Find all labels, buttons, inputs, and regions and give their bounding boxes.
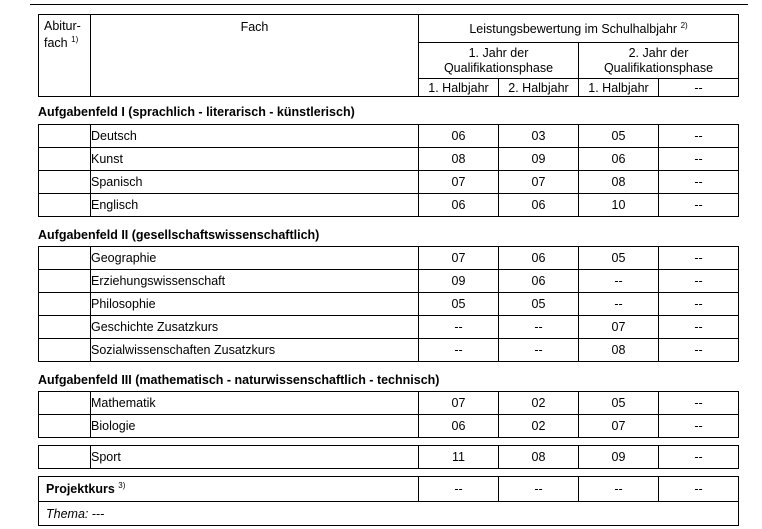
grade-cell: -- — [579, 270, 659, 293]
grade-cell: 06 — [499, 247, 579, 270]
grade-cell: 07 — [579, 415, 659, 438]
grade-cell: 05 — [419, 293, 499, 316]
grade-cell: 02 — [499, 415, 579, 438]
projektkurs-label: Projektkurs $^{3)}$ — [39, 477, 419, 502]
section-title: Aufgabenfeld I (sprachlich - literarisch - künstlerisch) — [38, 105, 355, 119]
grades-table-section-3 — [38, 391, 739, 438]
subject-name: Sozialwissenschaften Zusatzkurs — [91, 339, 419, 362]
grade-cell: 02 — [499, 392, 579, 415]
grade-cell: 11 — [419, 446, 499, 469]
subject-name: Philosophie — [91, 293, 419, 316]
grade-cell: 05 — [499, 293, 579, 316]
header-leistungsbewertung: Leistungsbewertung im Schulhalbjahr $^{2)}$ — [419, 15, 739, 43]
grade-cell: -- — [659, 125, 739, 148]
grade-cell: -- — [659, 293, 739, 316]
table-row — [39, 502, 739, 526]
section-title: Aufgabenfeld III (mathematisch - naturwissenschaftlich - technisch) — [38, 373, 440, 387]
grade-cell: 05 — [579, 247, 659, 270]
abitur-cell — [39, 293, 91, 316]
grade-cell: 07 — [419, 392, 499, 415]
grade-cell: -- — [659, 339, 739, 362]
subject-name: Geographie — [91, 247, 419, 270]
subject-name: Biologie — [91, 415, 419, 438]
header-abiturfach: Abitur- fach $^{1)}$ — [39, 15, 91, 97]
subject-name: Erziehungswissenschaft — [91, 270, 419, 293]
grade-cell: 07 — [419, 247, 499, 270]
grade-cell: 06 — [499, 270, 579, 293]
grade-cell: 05 — [579, 392, 659, 415]
grade-cell: 07 — [419, 171, 499, 194]
subject-name: Mathematik — [91, 392, 419, 415]
grade-cell: 03 — [499, 125, 579, 148]
header-fach: Fach — [91, 15, 419, 97]
table-row — [39, 477, 739, 502]
thema-value: --- — [88, 506, 105, 521]
abitur-cell — [39, 125, 91, 148]
table-row — [39, 194, 739, 217]
projektkurs-thema — [39, 502, 739, 526]
header-jahr2: 2. Jahr der Qualifikationsphase — [579, 43, 739, 79]
subject-name: Geschichte Zusatzkurs — [91, 316, 419, 339]
grades-table-section-1 — [38, 124, 739, 217]
subject-name: Spanisch — [91, 171, 419, 194]
table-row — [39, 293, 739, 316]
abitur-cell — [39, 194, 91, 217]
grade-cell: -- — [499, 339, 579, 362]
grade-cell: -- — [659, 415, 739, 438]
abitur-cell — [39, 270, 91, 293]
abitur-cell — [39, 339, 91, 362]
grade-cell: 05 — [579, 125, 659, 148]
table-row — [39, 415, 739, 438]
section-title: Aufgabenfeld II (gesellschaftswissenschaftlich) — [38, 228, 320, 242]
grade-cell: -- — [579, 477, 659, 502]
grade-cell: 06 — [579, 148, 659, 171]
grade-cell: 06 — [419, 415, 499, 438]
abitur-cell — [39, 415, 91, 438]
subject-name: Deutsch — [91, 125, 419, 148]
grade-cell: 08 — [499, 446, 579, 469]
abitur-cell — [39, 247, 91, 270]
abitur-cell — [39, 316, 91, 339]
table-row — [39, 270, 739, 293]
grades-table-section-2 — [38, 246, 739, 362]
abitur-cell — [39, 148, 91, 171]
grade-cell: -- — [419, 339, 499, 362]
grade-cell: -- — [659, 446, 739, 469]
grade-cell: -- — [659, 477, 739, 502]
table-row — [39, 392, 739, 415]
projektkurs-table — [38, 476, 739, 526]
abitur-cell — [39, 392, 91, 415]
grade-cell: -- — [499, 477, 579, 502]
grade-cell: 08 — [579, 171, 659, 194]
subject-name: Kunst — [91, 148, 419, 171]
table-row — [39, 339, 739, 362]
header-halbjahr: 1. Halbjahr — [419, 79, 499, 97]
header-halbjahr: 2. Halbjahr — [499, 79, 579, 97]
header-jahr1: 1. Jahr der Qualifikationsphase — [419, 43, 579, 79]
grade-cell: -- — [659, 148, 739, 171]
grade-cell: 07 — [499, 171, 579, 194]
grade-cell: -- — [579, 293, 659, 316]
grade-cell: -- — [659, 270, 739, 293]
grade-cell: 06 — [419, 194, 499, 217]
table-row — [39, 125, 739, 148]
subject-name: Sport — [91, 446, 419, 469]
header-halbjahr: 1. Halbjahr — [579, 79, 659, 97]
grade-cell: -- — [659, 171, 739, 194]
header-halbjahr: -- — [659, 79, 739, 97]
abitur-cell — [39, 446, 91, 469]
grade-cell: -- — [419, 316, 499, 339]
grade-cell: 08 — [419, 148, 499, 171]
table-row — [39, 171, 739, 194]
grade-cell: 09 — [419, 270, 499, 293]
grade-cell: -- — [659, 194, 739, 217]
grade-cell: 08 — [579, 339, 659, 362]
grade-cell: -- — [659, 392, 739, 415]
thema-label: Thema: — [46, 506, 89, 521]
abitur-cell — [39, 171, 91, 194]
subject-name: Englisch — [91, 194, 419, 217]
grade-cell: 06 — [419, 125, 499, 148]
top-rule — [30, 4, 748, 5]
header-table — [38, 14, 739, 97]
table-row — [39, 247, 739, 270]
table-row — [39, 316, 739, 339]
grade-cell: -- — [659, 316, 739, 339]
grade-cell: 06 — [499, 194, 579, 217]
grade-cell: 09 — [499, 148, 579, 171]
table-row — [39, 446, 739, 469]
grade-cell: 10 — [579, 194, 659, 217]
grades-table-sport — [38, 445, 739, 469]
grade-cell: 09 — [579, 446, 659, 469]
grade-cell: 07 — [579, 316, 659, 339]
grade-cell: -- — [659, 247, 739, 270]
grade-cell: -- — [419, 477, 499, 502]
table-row — [39, 148, 739, 171]
grade-cell: -- — [499, 316, 579, 339]
